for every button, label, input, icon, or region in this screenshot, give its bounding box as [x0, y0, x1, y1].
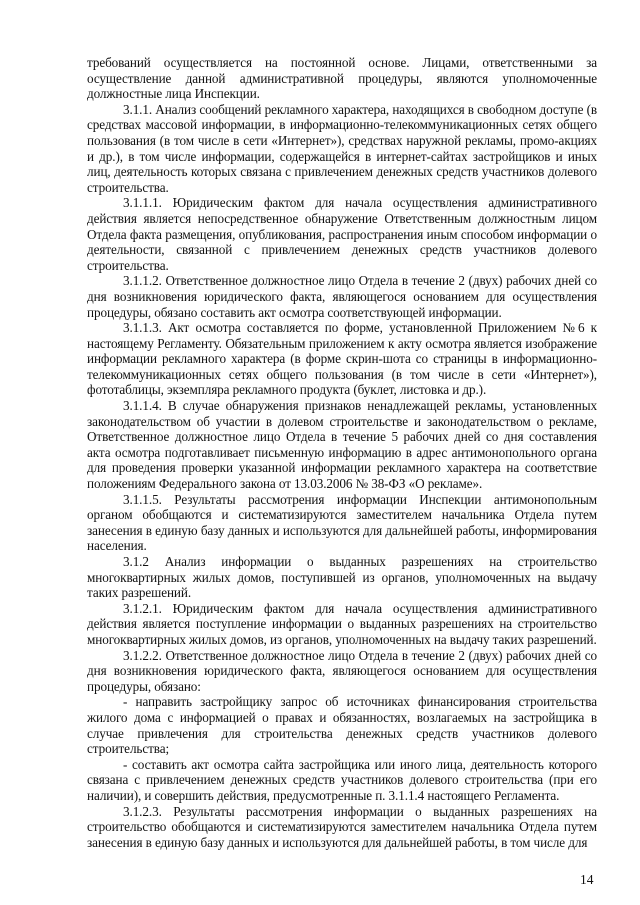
paragraph: 3.1.1.4. В случае обнаружения признаков ненадлежащей рекламы, установленных законодательством об участии в долевом строительстве и законодательством о рекламе, Ответственное должностное лицо Отдела в течение 5 рабочих дней со дня составления акта осмотра подготавливает письменную информацию в адрес антимонопольного органа для проведения проверки указанной информации рекламного характера на соответствие положениям Федерального закона от 13.03.2006 № 38-ФЗ «О рекламе».	[87, 398, 597, 492]
paragraph: 3.1.1.2. Ответственное должностное лицо Отдела в течение 2 (двух) рабочих дней со дня возникновения юридического факта, являющегося основанием для осуществления процедуры, обязано составить акт осмотра соответствующей информации.	[87, 273, 597, 320]
paragraph: 3.1.1.3. Акт осмотра составляется по форме, установленной Приложением №6 к настоящему Регламенту. Обязательным приложением к акту осмотра является изображение информации рекламного характера (в форме скрин-шота со страницы в информационно-телекоммуникационных сетях общего пользования (в том числе в сети «Интернет»), фототаблицы, экземпляра рекламного продукта (буклет, листовка и др.).	[87, 320, 597, 398]
list-item: - составить акт осмотра сайта застройщика или иного лица, деятельность которого связана с привлечением денежных средств участников долевого строительства (при его наличии), и совершить действия, предусмотренные п. 3.1.1.4 настоящего Регламента.	[87, 756, 597, 803]
paragraph: 3.1.2.2. Ответственное должностное лицо Отдела в течение 2 (двух) рабочих дней со дня возникновения юридического факта, являющегося основанием для осуществления процедуры, обязано:	[87, 647, 597, 694]
paragraph: 3.1.2.3. Результаты рассмотрения информации о выданных разрешениях на строительство обобщаются и систематизируются заместителем начальника Отдела путем занесения в единую базу данных и используются для дальнейшей работы, в том числе для	[87, 803, 597, 850]
document-body	[87, 55, 597, 850]
paragraph: 3.1.2.1. Юридическим фактом для начала осуществления административного действия является поступление информации о выданных разрешениях на строительство многоквартирных жилых домов, из органов, уполномоченных на выдачу таких разрешений.	[87, 600, 597, 647]
paragraph: 3.1.1.1. Юридическим фактом для начала осуществления административного действия является непосредственное обнаружение Ответственным должностным лицом Отдела факта размещения, опубликования, распространения иным способом информации о деятельности, связанной с привлечением денежных средств участников долевого строительства.	[87, 195, 597, 273]
paragraph: 3.1.1. Анализ сообщений рекламного характера, находящихся в свободном доступе (в средствах массовой информации, в информационно-телекоммуникационных сетях общего пользования (в том числе в сети «Интернет»), средствах наружной рекламы, промо-акциях и др.), в том числе информации, содержащейся в интернет-сайтах застройщиков и иных лиц, деятельность которых связана с привлечением денежных средств участников долевого строительства.	[87, 101, 597, 195]
page-number: 14	[580, 872, 594, 887]
list-item: - направить застройщику запрос об источниках финансирования строительства жилого дома с информацией о правах и обязанностях, возлагаемых на застройщика в случае привлечения для строительства денежных средств участников долевого строительства;	[87, 694, 597, 757]
paragraph: 3.1.1.5. Результаты рассмотрения информации Инспекции антимонопольным органом обобщаются и систематизируются заместителем начальника Отдела путем занесения в единую базу данных и используются для дальнейшей работы, информирования населения.	[87, 491, 597, 554]
paragraph: 3.1.2 Анализ информации о выданных разрешениях на строительство многоквартирных жилых домов, поступившей из органов, уполномоченных на выдачу таких разрешений.	[87, 554, 597, 601]
paragraph: требований осуществляется на постоянной основе. Лицами, ответственными за осуществление данной административной процедуры, являются уполномоченные должностные лица Инспекции.	[87, 55, 597, 102]
